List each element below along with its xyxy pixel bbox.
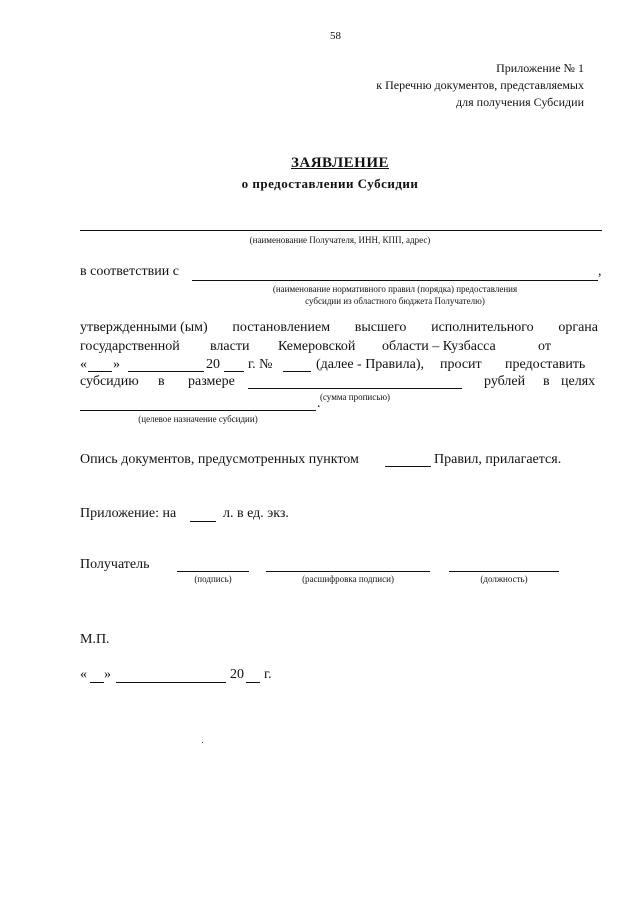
inventory-text-pre: Опись документов, предусмотренных пунктом <box>80 452 359 467</box>
regulation-fill-line <box>192 280 598 281</box>
date-close-quote: » <box>113 357 120 372</box>
word: целях <box>561 374 596 389</box>
stamp-label: М.П. <box>80 632 110 647</box>
scan-speck <box>202 742 203 743</box>
word: государственной <box>80 339 180 354</box>
word: постановлением <box>232 320 331 335</box>
caption-position: (должность) <box>480 574 528 584</box>
inventory-text-post: Правил, прилагается. <box>434 452 562 467</box>
month-fill-line <box>128 371 204 372</box>
attachment-text-pre: Приложение: на <box>80 506 177 521</box>
year-prefix: 20 <box>206 357 220 372</box>
word: высшего <box>354 320 407 335</box>
bottom-year-fill-line <box>246 682 260 683</box>
paragraph-line-4 <box>80 374 598 394</box>
number-label: г. № <box>248 357 273 372</box>
amount-fill-line <box>248 388 462 389</box>
word: рублей <box>484 374 526 389</box>
word: размере <box>188 374 235 389</box>
number-fill-line <box>283 371 311 372</box>
purpose-fill-line <box>80 410 316 411</box>
bottom-year-prefix: 20 <box>230 667 244 682</box>
purpose-period: . <box>317 396 321 411</box>
provide-text: предоставить <box>505 357 586 372</box>
caption-regulation-1: (наименование нормативного правил (порядка) предоставления <box>272 284 518 294</box>
appendix-line-2: к Перечню документов, представляемых <box>376 78 584 92</box>
position-fill-line <box>449 571 559 572</box>
document-title: ЗАЯВЛЕНИЕ <box>290 155 390 171</box>
appendix-header <box>376 60 584 111</box>
word: в <box>158 374 165 389</box>
caption-purpose: (целевое назначение субсидии) <box>138 414 258 424</box>
appendix-line-1: Приложение № 1 <box>496 61 584 75</box>
appendix-line-3: для получения Субсидии <box>456 95 584 109</box>
caption-regulation-2: субсидии из областного бюджета Получателю) <box>305 296 485 306</box>
attachment-text-post: л. в ед. экз. <box>223 506 289 521</box>
word: власти <box>210 339 250 354</box>
word: субсидию <box>80 374 139 389</box>
document-subtitle: о предоставлении Субсидии <box>241 176 419 191</box>
comma: , <box>598 264 602 279</box>
signature-fill-line <box>177 571 249 572</box>
bottom-year-suffix: г. <box>264 667 272 682</box>
page-number: 58 <box>330 30 341 42</box>
hereinafter-text: (далее - Правила), <box>316 357 424 372</box>
inventory-clause-fill-line <box>385 466 431 467</box>
caption-amount: (сумма прописью) <box>319 392 391 402</box>
bottom-date-close: » <box>104 667 111 682</box>
word: исполнительного <box>431 320 534 335</box>
word: органа <box>558 320 598 335</box>
word: утвержденными (ым) <box>80 320 208 335</box>
day-fill-line <box>88 371 112 372</box>
year-fill-line <box>224 371 244 372</box>
caption-recipient: (наименование Получателя, ИНН, КПП, адрес) <box>249 235 431 245</box>
bottom-month-fill-line <box>116 682 226 683</box>
recipient-fill-line <box>80 230 602 231</box>
signature-decode-fill-line <box>266 571 430 572</box>
caption-signature: (подпись) <box>194 574 232 584</box>
sheets-fill-line <box>190 521 216 522</box>
caption-signature-decode: (расшифровка подписи) <box>302 574 394 584</box>
asks-text: просит <box>440 357 482 372</box>
word: в <box>543 374 550 389</box>
word: Кемеровской <box>278 339 356 354</box>
paragraph-line-1 <box>80 320 598 336</box>
in-accordance-label: в соответствии с <box>80 264 179 279</box>
date-open-quote: « <box>80 357 87 372</box>
word: от <box>538 339 551 354</box>
paragraph-line-2 <box>80 339 598 359</box>
word: области – Кузбасса <box>382 339 496 354</box>
bottom-day-fill-line <box>90 682 104 683</box>
recipient-label: Получатель <box>80 557 150 572</box>
bottom-date-open: « <box>80 667 87 682</box>
